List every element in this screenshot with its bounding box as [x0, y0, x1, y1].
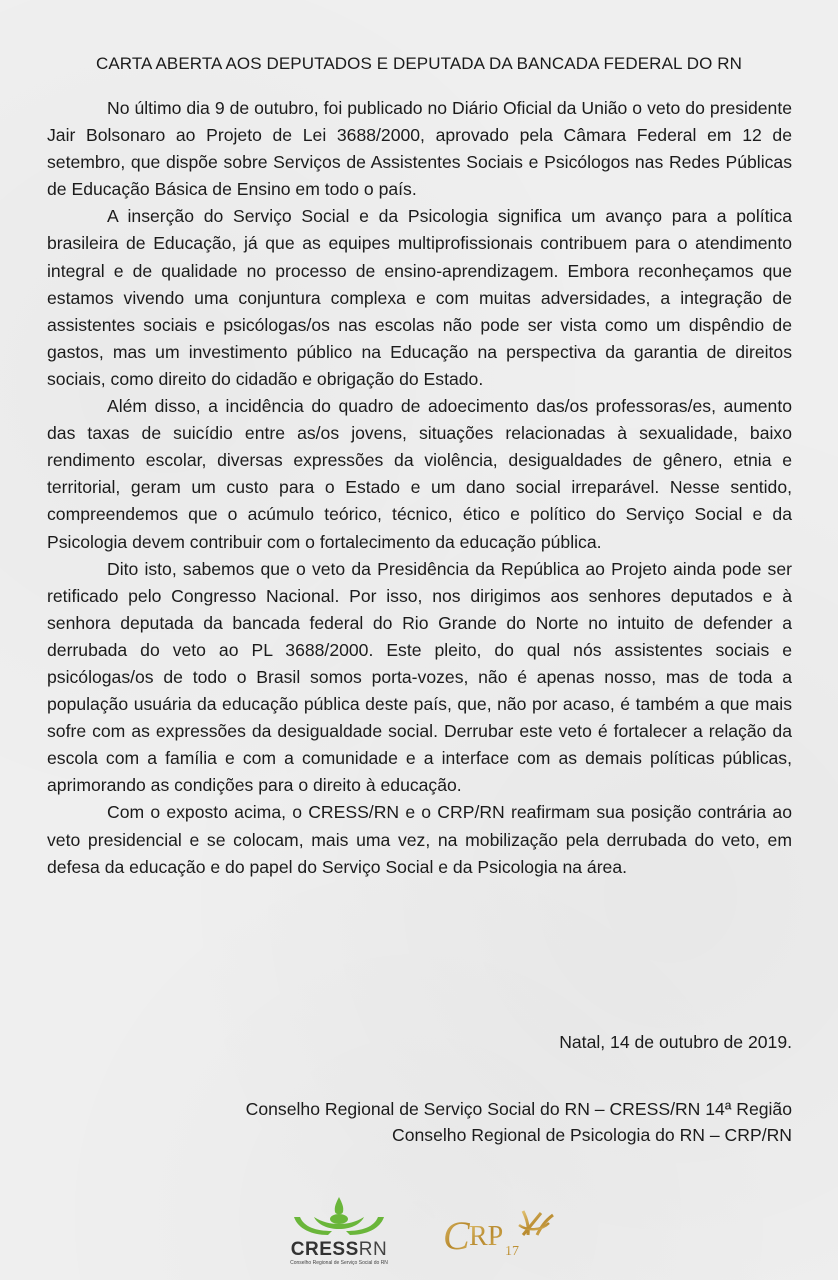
paragraph-3: Além disso, a incidência do quadro de adoecimento das/os professoras/es, aumento das taxas de suicídio entre as/os jovens, situações relacionadas à sexualidade, baixo rendimento escolar, diversas expressões da violência, desigualdades de gênero, etnia e territorial, geram um custo para o Estado e um dano social irreparável. Nesse sentido, compreendemos que o acúmulo teórico, técnico, ético e político do Serviço Social e da Psicologia devem contribuir com o fortalecimento da educação pública. [47, 396, 792, 552]
cress-wordmark [284, 1239, 394, 1261]
cress-subtitle: Conselho Regional de Serviço Social do RN [290, 1260, 388, 1266]
cress-emblem-icon [284, 1195, 394, 1240]
letter-date: Natal, 14 de outubro de 2019. [559, 1032, 792, 1052]
cress-wordmark-suffix: RN [358, 1239, 388, 1260]
paragraph-4: Dito isto, sabemos que o veto da Presidência da República ao Projeto ainda pode ser retificado pelo Congresso Nacional. Por isso, nos dirigimos aos senhores deputados e à senhora deputada da bancada federal do Rio Grande do Norte no intuito de defender a derrubada do veto ao PL 3688/2000. Este pleito, do qual nós assistentes sociais e psicólogas/os de todo o Brasil somos porta-vozes, não é apenas nosso, mas de toda a população usuária da educação pública deste país, que, não por acaso, é também a que mais sofre com as expressões da desigualdade social. Derrubar este veto é fortalecer a relação da escola com a família e com a comunidade e a interface com as demais políticas públicas, aprimorando as condições para o direito à educação. [47, 558, 792, 796]
crp-17-logo [441, 1205, 561, 1260]
paragraph-5: Com o exposto acima, o CRESS/RN e o CRP/RN reafirmam sua posição contrária ao veto presidencial e se colocam, mais uma vez, na mobilização pela derrubada do veto, em defesa da educação e do papel do Serviço Social e da Psicologia na área. [47, 802, 792, 877]
cress-rn-logo [284, 1195, 394, 1270]
signature-block [246, 1096, 792, 1148]
signature-cress: Conselho Regional de Serviço Social do RN – CRESS/RN 14ª Região [245, 1099, 792, 1119]
letter-title: CARTA ABERTA AOS DEPUTADOS E DEPUTADA DA BANCADA FEDERAL DO RN [95, 54, 743, 73]
svg-text:RP: RP [469, 1221, 504, 1252]
crp-emblem-icon [441, 1205, 561, 1260]
svg-text:17: 17 [505, 1244, 519, 1259]
paragraph-1: No último dia 9 de outubro, foi publicado no Diário Oficial da União o veto do presidente Jair Bolsonaro ao Projeto de Lei 3688/2000, aprovado pela Câmara Federal em 12 de setembro, que dispõe sobre Serviços de Assistentes Sociais e Psicólogos nas Redes Públicas de Educação Básica de Ensino em todo o país. [47, 98, 792, 200]
paragraph-2: A inserção do Serviço Social e da Psicologia significa um avanço para a política brasileira de Educação, já que as equipes multiprofissionais contribuem para o atendimento integral e de qualidade no processo de ensino-aprendizagem. Embora reconheçamos que estamos vivendo uma conjuntura complexa e com muitas adversidades, a integração de assistentes sociais e psicólogas/os nas escolas não pode ser vista como um dispêndio de gastos, mas um investimento público na Educação na perspectiva da garantia de direitos sociais, como direito do cidadão e obrigação do Estado. [47, 206, 792, 389]
cress-wordmark-main: CRESS [290, 1239, 359, 1260]
letter-body [47, 95, 792, 881]
signature-crp: Conselho Regional de Psicologia do RN – CRP/RN [392, 1125, 792, 1145]
svg-text:C: C [443, 1213, 470, 1258]
